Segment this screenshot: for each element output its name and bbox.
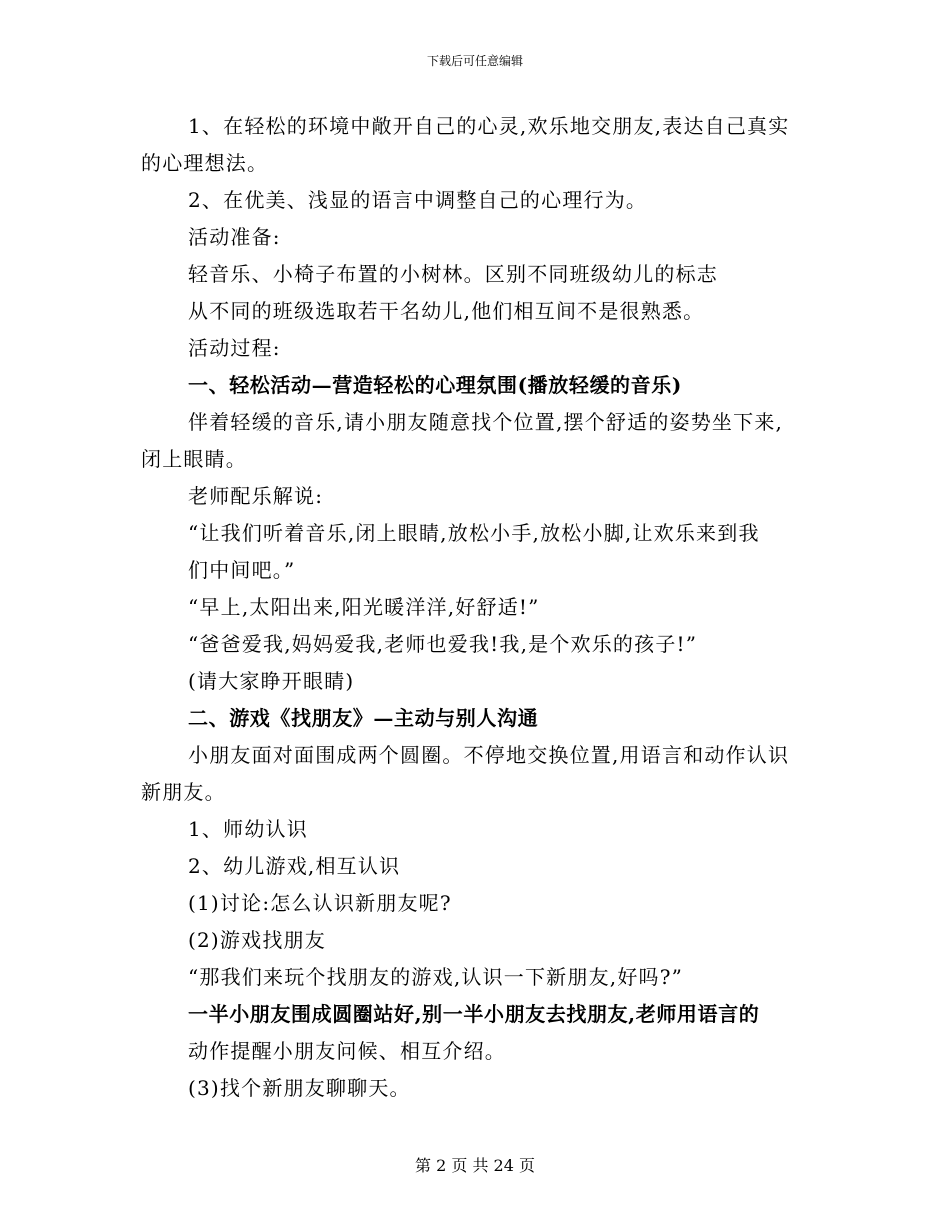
list-item: (1)讨论:怎么认识新朋友呢? xyxy=(188,891,452,915)
paragraph-line: 1、在轻松的环境中敞开自己的心灵,欢乐地交朋友,表达自己真实 xyxy=(188,114,790,138)
paragraph-line: 动作提醒小朋友问候、相互介绍。 xyxy=(188,1039,506,1063)
paragraph-line: (请大家睁开眼睛) xyxy=(188,669,355,693)
quote-line: 们中间吧。” xyxy=(188,558,296,582)
paragraph-line: 轻音乐、小椅子布置的小树林。区别不同班级幼儿的标志 xyxy=(188,262,718,286)
section-heading: 二、游戏《找朋友》—主动与别人沟通 xyxy=(188,706,539,730)
list-item: (3)找个新朋友聊聊天。 xyxy=(188,1076,411,1100)
paragraph-line: 的心理想法。 xyxy=(141,151,269,175)
section-label: 活动过程: xyxy=(188,336,281,360)
section-heading: 一、轻松活动—营造轻松的心理氛围(播放轻缓的音乐) xyxy=(188,373,682,397)
paragraph-line: 闭上眼睛。 xyxy=(141,447,247,471)
section-label: 活动准备: xyxy=(188,225,281,249)
paragraph-line: 从不同的班级选取若干名幼儿,他们相互间不是很熟悉。 xyxy=(188,299,705,323)
paragraph-line: 新朋友。 xyxy=(141,780,226,804)
paragraph-line: 2、在优美、浅显的语言中调整自己的心理行为。 xyxy=(188,188,648,212)
paragraph-line: 小朋友面对面围成两个圆圈。不停地交换位置,用语言和动作认识 xyxy=(188,743,790,767)
list-item: 2、幼儿游戏,相互认识 xyxy=(188,854,401,878)
quote-line: “让我们听着音乐,闭上眼睛,放松小手,放松小脚,让欢乐来到我 xyxy=(188,521,760,545)
quote-line: “早上,太阳出来,阳光暖洋洋,好舒适!” xyxy=(188,595,540,619)
quote-line: “爸爸爱我,妈妈爱我,老师也爱我!我,是个欢乐的孩子!” xyxy=(188,632,698,656)
list-item: 1、师幼认识 xyxy=(188,817,308,841)
paragraph-line: 伴着轻缓的音乐,请小朋友随意找个位置,摆个舒适的姿势坐下来, xyxy=(188,410,784,434)
page-number: 第 2 页 共 24 页 xyxy=(415,1156,535,1175)
list-item: (2)游戏找朋友 xyxy=(188,928,326,952)
paragraph-line: 一半小朋友围成圆圈站好,别一半小朋友去找朋友,老师用语言的 xyxy=(188,1002,760,1026)
paragraph-line: 老师配乐解说: xyxy=(188,484,324,508)
page-header: 下载后可任意编辑 xyxy=(426,54,523,68)
quote-line: “那我们来玩个找朋友的游戏,认识一下新朋友,好吗?” xyxy=(188,965,684,989)
